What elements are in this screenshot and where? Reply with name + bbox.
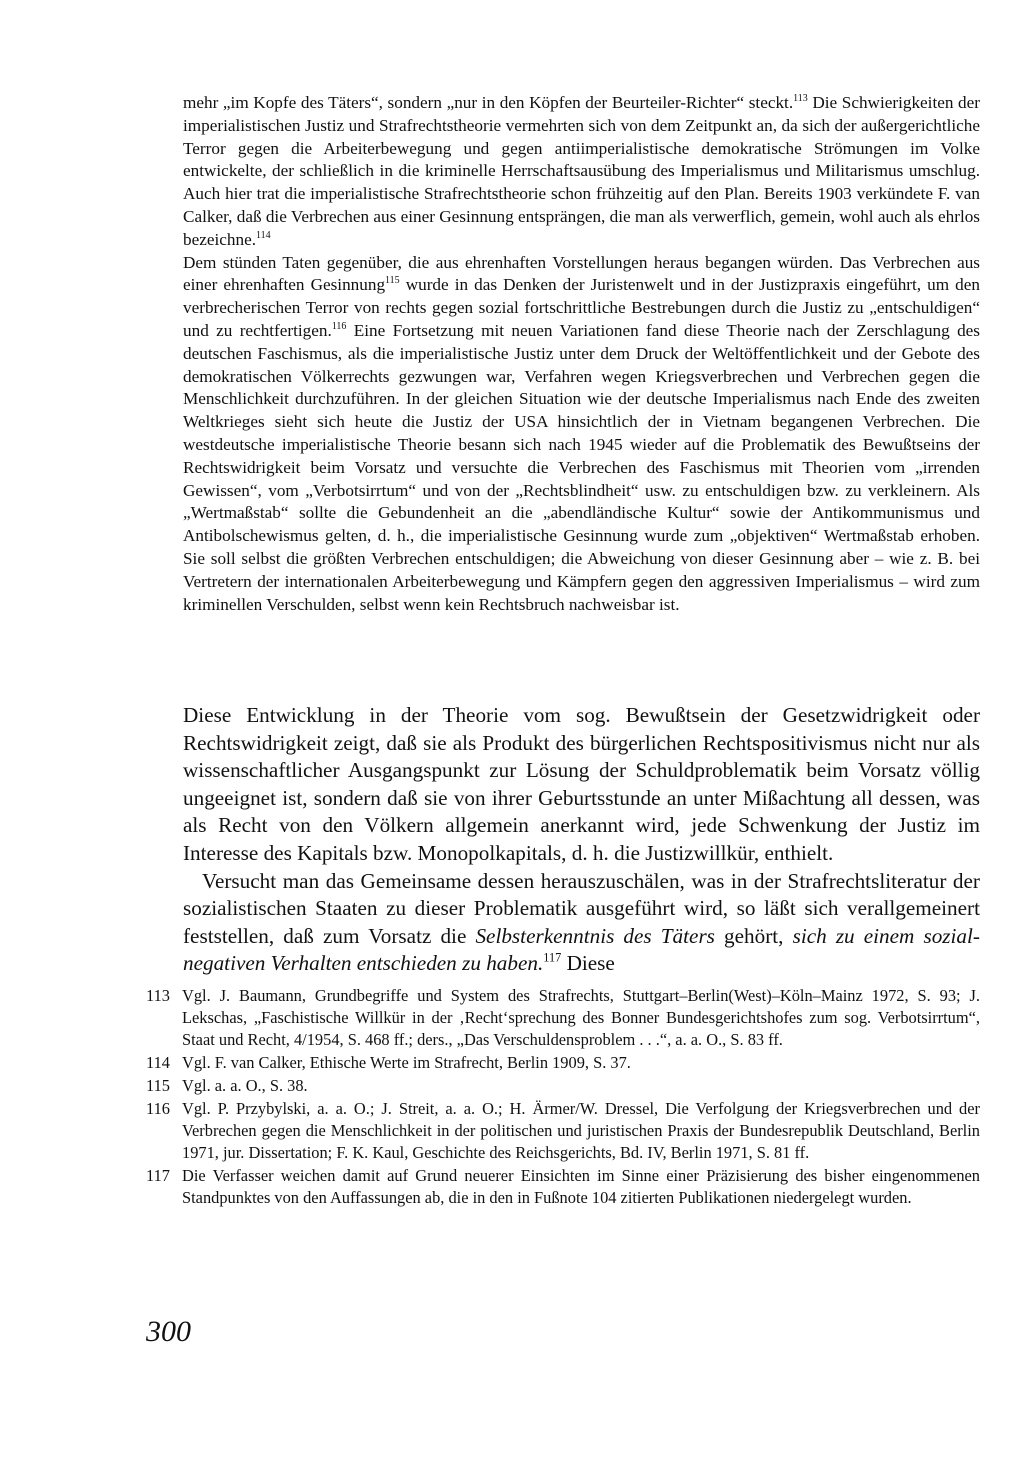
footnote (146, 1075, 980, 1097)
footnote-ref[interactable]: 117 (543, 950, 562, 965)
footnote-ref[interactable]: 115 (385, 275, 400, 287)
footnote (146, 985, 980, 1051)
footnote (146, 1165, 980, 1209)
footnote-text: Vgl. P. Przybylski, a. a. O.; J. Streit, a. a. O.; H. Ärmer/W. Dressel, Die Verfolgung der Kriegsverbrechen und der Verbrechen gegen die Menschlichkeit in der politischen und juristischen Praxis der Bundesrepublik Deutschland, Berlin 1971, jur. Dissertation; F. K. Kaul, Geschichte des Reichsgerichts, Bd. IV, Berlin 1971, S. 81 ff. (182, 1099, 980, 1162)
quote-paragraph: Dem stünden Taten gegenüber, die aus ehrenhaften Vorstellungen heraus begangen würden. Das Verbrechen aus einer ehrenhaften Gesinnung$^{115}$ wurde in das Denken der Juristenwelt und in der Justizpraxis eingeführt, um den verbrecherischen Terror von rechts gegen sozial fortschrittliche Bestrebungen durch die Justiz zu „entschuldigen“ und zu rechtfertigen.$^{116}$ Eine Fortsetzung mit neuen Variationen fand diese Theorie nach der Zerschlagung des deutschen Faschismus, als die imperialistische Justiz unter dem Druck der Weltöffentlichkeit und der Gebote des demokratischen Völkerrechts gezwungen war, Verfahren wegen Kriegsverbrechen und Verbrechen gegen die Menschlichkeit durchzuführen. In der gleichen Situation wie der deutsche Imperialismus nach Ende des zweiten Weltkrieges sieht sich heute die Justiz der USA hinsichtlich der in Vietnam begangenen Verbrechen. Die westdeutsche imperialistische Theorie besann sich nach 1945 wieder auf die Problematik des Bewußtseins der Rechtswidrigkeit beim Vorsatz und versuchte die Verbrechen des Faschismus mit Theorien vom „irrenden Gewissen“, vom „Verbotsirrtum“ und von der „Rechtsblindheit“ usw. zu entschuldigen bzw. zu verkleinern. Als „Wertmaßstab“ sollte die Gebundenheit an die „abendländische Kultur“ sowie der Antikommunismus und Antibolschewismus gelten, d. h., die imperialistische Gesinnung wurde zum „objektiven“ Wertmaßstab erhoben. Sie soll selbst die größten Verbrechen entschuldigen; die Abweichung von dieser Gesinnung aber – wie z. B. bei Vertretern der internationalen Arbeiterbewegung und Kämpfern gegen den aggressiven Imperialismus – wird zum kriminellen Verschulden, selbst wenn kein Rechtsbruch nachweisbar ist. (183, 252, 981, 614)
footnote-text: Vgl. J. Baumann, Grundbegriffe und System des Strafrechts, Stuttgart–Berlin(West)–Köln–Mainz 1972, S. 93; J. Lekschas, „Faschistische Willkür in der ‚Recht‘sprechung des Bonner Bundesgerichtshofes zum sog. Verbotsirrtum“, Staat und Recht, 4/1954, S. 468 ff.; ders., „Das Verschuldensproblem . . .“, a. a. O., S. 83 ff. (182, 986, 980, 1049)
footnote-text: Vgl. a. a. O., S. 38. (182, 1076, 308, 1095)
footnote-number: 114 (146, 1053, 170, 1072)
footnote-number: 116 (146, 1099, 170, 1118)
footnotes (146, 985, 980, 1210)
footnote-number: 113 (146, 986, 170, 1005)
page-number: 300 (146, 1315, 191, 1348)
footnote (146, 1052, 980, 1074)
footnote-ref[interactable]: 113 (793, 93, 808, 105)
footnote-ref[interactable]: 116 (331, 321, 347, 332)
main-text (183, 702, 980, 978)
quote-paragraph: mehr „im Kopfe des Täters“, sondern „nur in den Köpfen der Beurteiler-Richter“ steckt.$^{113}$ Die Schwierigkeiten der imperialistischen Justiz und Strafrechtstheorie vermehrten sich von dem Zeitpunkt an, da sich der außergerichtliche Terror gegen die Arbeiterbewegung und gegen antiimperialistische demokratische Strömungen im Volke entwickelte, der schließlich in die kriminelle Herrschaftsausübung des Imperialismus und Militarismus umschlug. Auch hier trat die imperialistische Strafrechtstheorie schon frühzeitig auf den Plan. Bereits 1903 verkündete F. van Calker, daß die Verbrechen aus einer Gesinnung entsprängen, die man als verwerflich, gemein, wohl auch als ehrlos bezeichne.$^{114}$ (183, 93, 981, 249)
body-paragraph: Diese Entwicklung in der Theorie vom sog. Bewußtsein der Gesetzwidrigkeit oder Rechtswidrigkeit zeigt, daß sie als Produkt des bürgerlichen Rechtspositivismus nicht nur als wissenschaftlicher Ausgangspunkt zur Lösung der Schuldproblematik beim Vorsatz völlig ungeeignet ist, sondern daß sie von ihrer Geburtsstunde an unter Mißachtung all dessen, was als Recht von den Völkern allgemein anerkannt wird, jede Schwenkung der Justiz im Interesse des Kapitals bzw. Monopolkapitals, d. h. die Justizwillkür, enthielt. (183, 703, 980, 865)
body-paragraph: Versucht man das Gemeinsame dessen herauszuschälen, was in der Strafrechtsliteratur der sozialistischen Staaten zu dieser Problematik ausgeführt wird, so läßt sich verallgemeinert feststellen, daß zum Vorsatz die Selbsterkenntnis des Täters gehört, sich zu einem sozial-negativen Verhalten entschieden zu haben.$^{117}$ Diese (183, 868, 980, 976)
footnote-number: 115 (146, 1076, 170, 1095)
footnote (146, 1098, 980, 1164)
footnote-text: Vgl. F. van Calker, Ethische Werte im Strafrecht, Berlin 1909, S. 37. (182, 1053, 631, 1072)
indented-quote-block (183, 92, 980, 616)
footnote-ref[interactable]: 114 (256, 229, 271, 241)
footnote-text: Die Verfasser weichen damit auf Grund neuerer Einsichten im Sinne einer Präzisierung des bisher eingenommenen Standpunktes von den Auffassungen ab, die in den in Fußnote 104 zitierten Publikationen niedergelegt wurden. (182, 1166, 980, 1207)
footnote-number: 117 (146, 1166, 170, 1185)
